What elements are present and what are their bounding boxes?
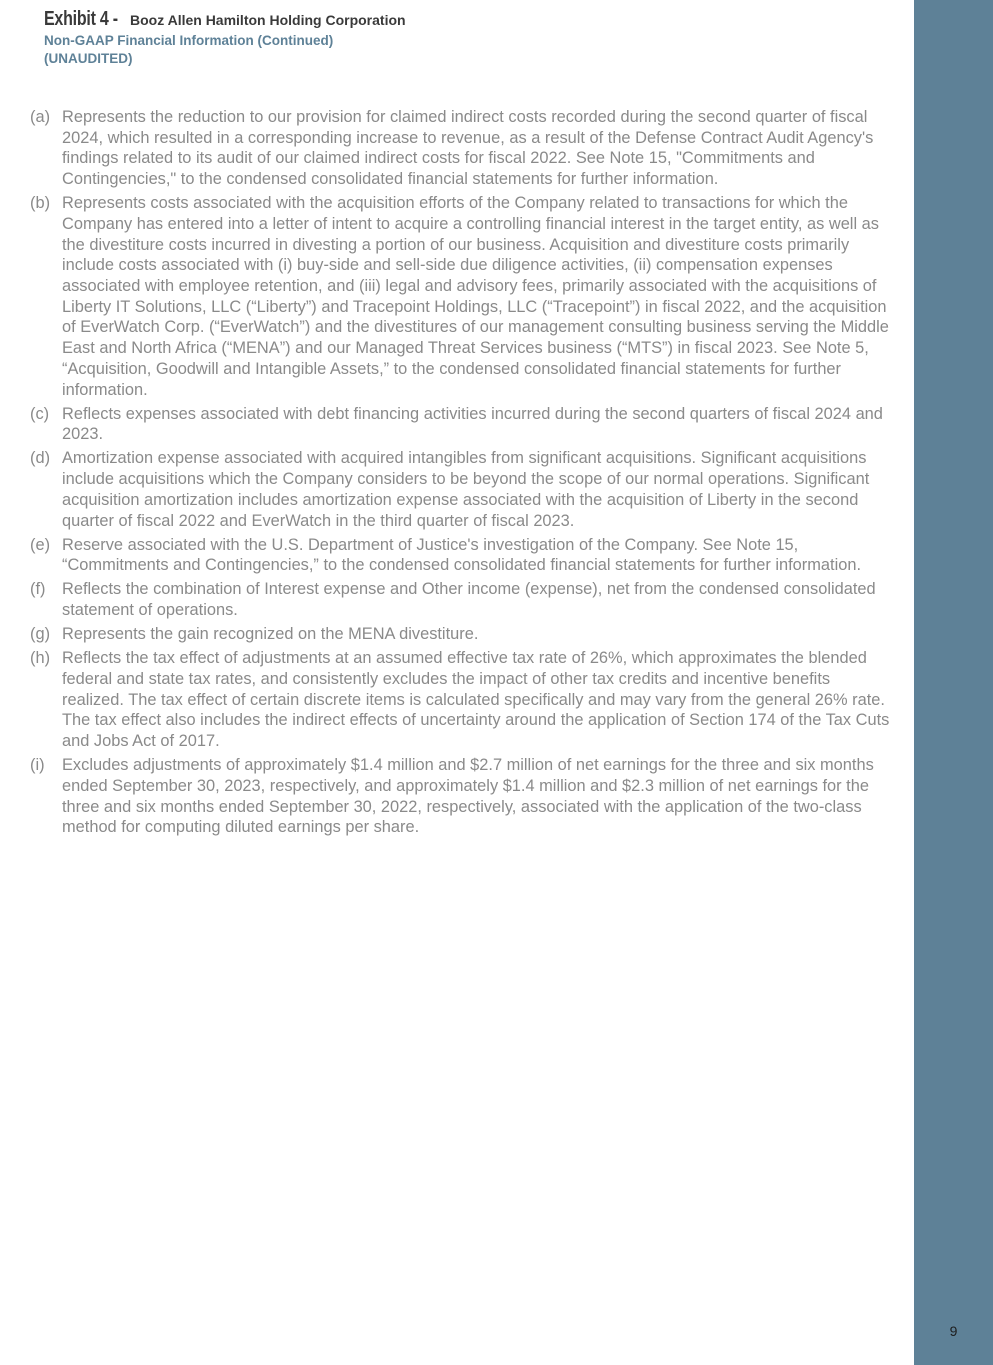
footnote-text: Represents costs associated with the acquisition efforts of the Company related to transactions for which the Company has entered into a letter of intent to acquire a controlling financial interest in the target entity, as well as the divestiture costs incurred in divesting a portion of our business. Acquisition and divestiture costs primarily include costs associated with (i) buy-side and sell-side due diligence activities, (ii) compensation expenses associated with employee retention, and (iii) legal and advisory fees, primarily associated with the acquisitions of Liberty IT Solutions, LLC (“Liberty”) and Tracepoint Holdings, LLC (“Tracepoint”) in fiscal 2022, and the acquisition of EverWatch Corp. (“EverWatch”) and the divestitures of our management consulting business serving the Middle East and North Africa (“MENA”) and our Managed Threat Services business (“MTS”) in fiscal 2023. See Note 5, “Acquisition, Goodwill and Intangible Assets,” to the condensed consolidated financial statements for further information. <box>62 194 889 399</box>
footnote-marker: (i) <box>30 756 45 775</box>
footnote-text: Represents the reduction to our provision for claimed indirect costs recorded during the second quarter of fiscal 2024, which resulted in a corresponding increase to revenue, as a result of the Defense Contract Audit Agency's findings related to its audit of our claimed indirect costs for fiscal 2022. See Note 15, "Commitments and Contingencies," to the condensed consolidated financial statements for further information. <box>62 108 874 189</box>
title-line <box>44 8 406 31</box>
footnote-text: Reflects the combination of Interest expense and Other income (expense), net from the condensed consolidated statement of operations. <box>62 580 876 620</box>
footnote-d <box>30 448 896 531</box>
footnote-text: Reflects the tax effect of adjustments at an assumed effective tax rate of 26%, which approximates the blended federal and state tax rates, and consistently excludes the impact of other tax credits and incentive benefits realized. The tax effect of certain discrete items is calculated specifically and may vary from the general 26% rate. The tax effect also includes the indirect effects of uncertainty around the application of Section 174 of the Tax Cuts and Jobs Act of 2017. <box>62 649 890 751</box>
footnote-marker: (b) <box>30 194 51 213</box>
section-subtitle: Non-GAAP Financial Information (Continued) <box>44 33 334 48</box>
page-number: 9 <box>949 1323 958 1339</box>
audit-status: (UNAUDITED) <box>44 51 133 66</box>
footnote-text: Reserve associated with the U.S. Department of Justice's investigation of the Company. See Note 15, “Commitments and Contingencies,” to the condensed consolidated financial statements for further information. <box>62 535 862 575</box>
company-name: Booz Allen Hamilton Holding Corporation <box>130 12 406 28</box>
footnote-marker: (h) <box>30 649 51 668</box>
footnote-marker: (d) <box>30 449 51 468</box>
footnote-c <box>30 404 896 445</box>
footnote-text: Amortization expense associated with acquired intangibles from significant acquisitions. Significant acquisitions include acquisitions which the Company considers to be beyond the scope of our normal operations. Significant acquisition amortization includes amortization expense associated with the acquisition of Liberty in the second quarter of fiscal 2022 and EverWatch in the third quarter of fiscal 2023. <box>62 449 870 530</box>
footnote-i <box>30 755 896 838</box>
footnote-b <box>30 193 896 400</box>
footnote-text: Reflects expenses associated with debt financing activities incurred during the second quarters of fiscal 2024 and 2023. <box>62 404 883 444</box>
footnote-marker: (f) <box>30 580 46 599</box>
document-header <box>44 8 406 67</box>
footnote-marker: (g) <box>30 625 51 644</box>
footnote-text: Represents the gain recognized on the MENA divestiture. <box>62 625 479 644</box>
exhibit-label: Exhibit 4 - <box>44 8 118 30</box>
footnotes-list <box>30 107 896 841</box>
footnote-h <box>30 648 896 752</box>
footnote-marker: (e) <box>30 535 51 554</box>
footnote-e <box>30 535 896 576</box>
footnote-marker: (a) <box>30 108 51 126</box>
decorative-sidebar <box>914 0 993 1365</box>
footnote-text: Excludes adjustments of approximately $1.4 million and $2.7 million of net earnings for the three and six months ended September 30, 2023, respectively, and approximately $1.4 million and $2.3 million of net earnings for the three and six months ended September 30, 2022, respectively, associated with the application of the two-class method for computing diluted earnings per share. <box>62 756 874 837</box>
footnote-marker: (c) <box>30 404 50 423</box>
footnote-g <box>30 624 896 645</box>
footnote-f <box>30 579 896 620</box>
footnote-a <box>30 107 896 190</box>
